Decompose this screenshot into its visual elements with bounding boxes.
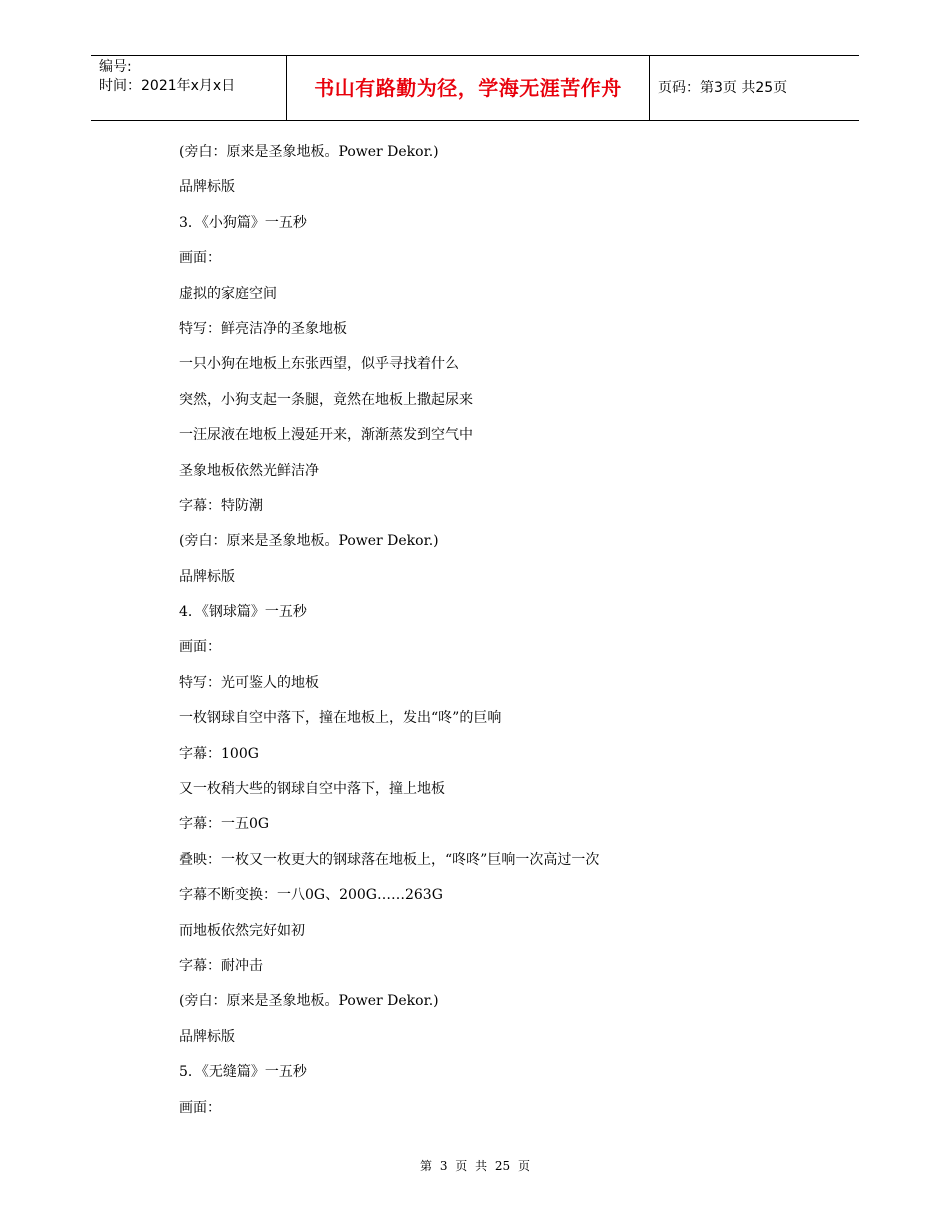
body-line: 画面： <box>179 639 221 656</box>
body-line: 特写：光可鉴人的地板 <box>179 674 319 691</box>
body-line: 又一枚稍大些的钢球自空中落下，撞上地板 <box>179 781 445 798</box>
body-line: 品牌标版 <box>179 179 235 196</box>
body-line: (旁白：原来是圣象地板。Power Dekor.) <box>179 144 439 160</box>
body-line: 特写：鲜亮洁净的圣象地板 <box>179 320 347 337</box>
page-footer: 第 3 页 共 25 页 <box>420 1159 530 1173</box>
document-number-label: 编号: <box>99 59 132 75</box>
body-line: 虚拟的家庭空间 <box>179 285 277 302</box>
body-line: 叠映：一枚又一枚更大的钢球落在地板上，“咚咚”巨响一次高过一次 <box>179 851 600 868</box>
body-line: (旁白：原来是圣象地板。Power Dekor.) <box>179 993 439 1010</box>
body-line: (旁白：原来是圣象地板。Power Dekor.) <box>179 533 439 550</box>
body-line: 品牌标版 <box>179 1028 235 1045</box>
body-line: 4．《钢球篇》一五秒 <box>179 604 307 621</box>
body-line: 字幕：耐冲击 <box>179 957 263 974</box>
body-line: 突然，小狗支起一条腿，竟然在地板上撒起尿来 <box>179 391 473 408</box>
page-header <box>91 55 859 121</box>
body-line: 画面： <box>179 1099 221 1116</box>
header-motto: 书山有路勤为径，学海无涯苦作舟 <box>287 56 650 120</box>
body-line: 一枚钢球自空中落下，撞在地板上，发出“咚”的巨响 <box>179 710 502 727</box>
document-body <box>179 139 819 1130</box>
body-line: 画面： <box>179 250 221 267</box>
body-line: 一汪尿液在地板上漫延开来，渐渐蒸发到空气中 <box>179 427 473 444</box>
body-line: 字幕不断变换：一八0G、200G……263G <box>179 887 443 904</box>
body-line: 字幕：100G <box>179 745 259 762</box>
body-line: 圣象地板依然光鲜洁净 <box>179 462 319 479</box>
document-time-label: 时间：2021年x月x日 <box>99 78 236 94</box>
body-line: 而地板依然完好如初 <box>179 922 305 939</box>
body-line: 5．《无缝篇》一五秒 <box>179 1064 307 1081</box>
header-meta-cell <box>91 56 287 120</box>
body-line: 字幕：特防潮 <box>179 497 263 514</box>
body-line: 品牌标版 <box>179 568 235 585</box>
header-page-number: 页码：第3页 共25页 <box>658 80 788 96</box>
body-line: 一只小狗在地板上东张西望，似乎寻找着什么 <box>179 356 459 373</box>
body-line: 3．《小狗篇》一五秒 <box>179 214 307 231</box>
body-line: 字幕：一五0G <box>179 816 270 833</box>
